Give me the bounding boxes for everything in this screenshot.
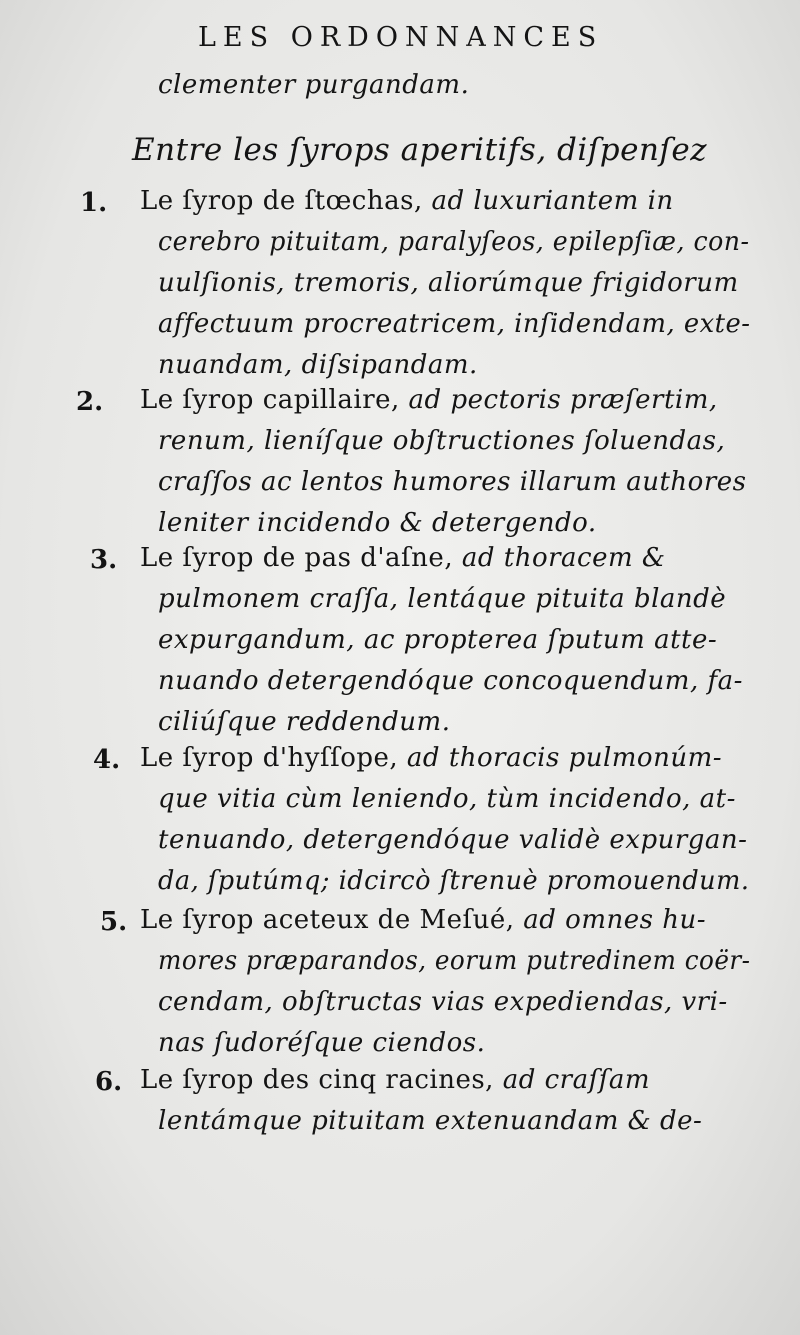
- item-line: [140, 385, 718, 415]
- latin-text: que vitia cùm leniendo, tùm incidendo, at-: [158, 784, 736, 814]
- vernacular-text: Le ſyrop de ſtœchas,: [140, 186, 423, 216]
- latin-text: ad thoracis pulmonúm-: [398, 743, 723, 773]
- item-line: [140, 905, 706, 935]
- item-line: [158, 946, 751, 976]
- latin-text: leniter incidendo & detergendo.: [158, 508, 597, 538]
- item-line: [158, 227, 750, 257]
- item-line: [158, 309, 750, 339]
- item-line: [158, 350, 478, 380]
- latin-text: nuandam, diſsipandam.: [158, 350, 478, 380]
- latin-text: nas ſudoréſque ciendos.: [158, 1028, 486, 1058]
- vernacular-text: Le ſyrop des cinq racines,: [140, 1065, 494, 1095]
- item-line: [158, 707, 450, 737]
- item-line: [140, 543, 666, 573]
- latin-text: cerebro pituitam, paralyſeos, epilepſiæ, con-: [158, 227, 750, 257]
- latin-text: pulmonem craſſa, lentáque pituita blandè: [158, 584, 727, 614]
- vernacular-text: Le ſyrop d'hyſſope,: [140, 743, 399, 773]
- latin-text: ad thoracem &: [453, 543, 666, 573]
- latin-text: cendam, obſtructas vias expediendas, vri-: [158, 987, 728, 1017]
- latin-text: da, ſputúmq; idcircò ſtrenuè promouendum.: [158, 866, 750, 896]
- latin-text: expurgandum, ac propterea ſputum atte-: [158, 625, 718, 655]
- latin-text: mores præparandos, eorum putredinem coër-: [158, 946, 751, 976]
- latin-text: lentámque pituitam extenuandam & de-: [158, 1106, 703, 1136]
- item-line: [158, 784, 736, 814]
- latin-text: ad craſſam: [493, 1065, 651, 1095]
- item-line: [140, 186, 674, 216]
- item-line: [158, 467, 747, 497]
- item-number: 5.: [100, 907, 128, 937]
- item-line: [140, 1065, 650, 1095]
- item-line: [158, 825, 747, 855]
- item-line: [158, 1028, 485, 1058]
- item-line: [158, 625, 717, 655]
- latin-text: affectuum procreatricem, inſidendam, exte-: [158, 309, 751, 339]
- latin-text: nuando detergendóque concoquendum, fa-: [158, 666, 743, 696]
- latin-text: ad luxuriantem in: [422, 186, 674, 216]
- item-line: [158, 1106, 702, 1136]
- latin-text: uulſionis, tremoris, aliorúmque frigidorum: [158, 268, 739, 298]
- item-line: [158, 426, 725, 456]
- latin-text: tenuando, detergendóque validè expurgan-: [158, 825, 748, 855]
- latin-text: ciliúſque reddendum.: [158, 707, 451, 737]
- section-heading: Entre les ſyrops aperitifs, diſpenſez: [132, 132, 708, 168]
- item-line: [158, 866, 749, 896]
- item-number: 2.: [76, 387, 104, 417]
- latin-text: renum, lieníſque obſtructiones ſoluendas,: [158, 426, 726, 456]
- latin-text: ad omnes hu-: [514, 905, 706, 935]
- vernacular-text: Le ſyrop de pas d'aſne,: [140, 543, 454, 573]
- latin-text: craſſos ac lentos humores illarum authores: [158, 467, 747, 497]
- item-number: 3.: [90, 545, 118, 575]
- item-number: 6.: [95, 1067, 123, 1097]
- item-line: [158, 584, 726, 614]
- vernacular-text: Le ſyrop aceteux de Meſué,: [140, 905, 515, 935]
- item-line: [158, 508, 597, 538]
- item-line: [158, 666, 743, 696]
- item-line: [158, 268, 739, 298]
- latin-text: ad pectoris præſertim,: [399, 385, 718, 415]
- item-line: [140, 743, 722, 773]
- item-number: 4.: [93, 745, 121, 775]
- intro-line: clementer purgandam.: [158, 70, 470, 100]
- running-head: LES ORDONNANCES: [198, 22, 604, 53]
- item-line: [158, 987, 728, 1017]
- item-number: 1.: [80, 188, 108, 218]
- vernacular-text: Le ſyrop capillaire,: [140, 385, 400, 415]
